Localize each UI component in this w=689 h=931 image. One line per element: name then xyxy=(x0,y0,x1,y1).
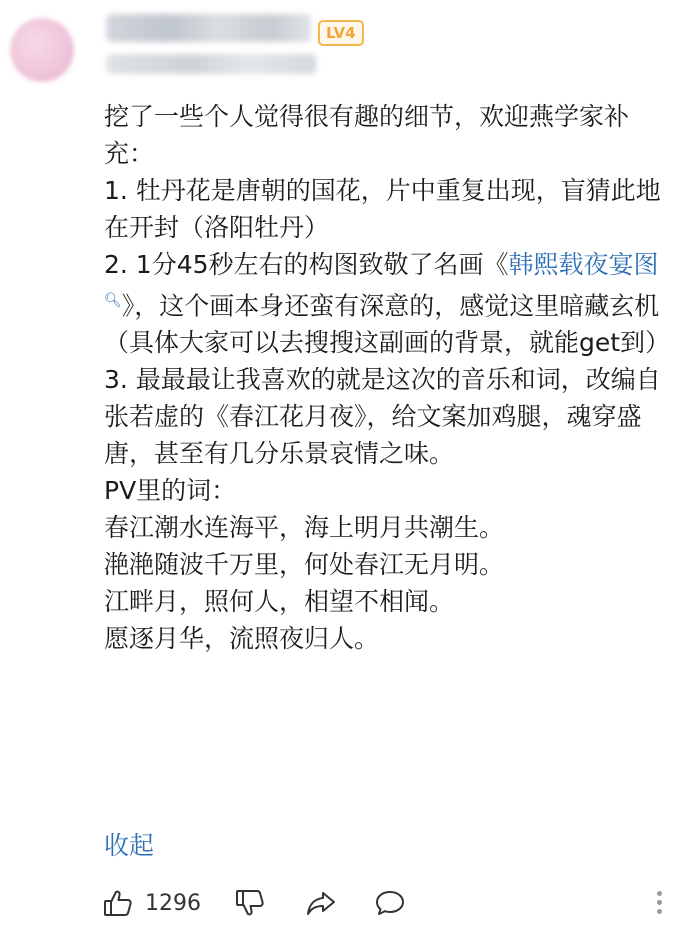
comment-header xyxy=(0,0,689,90)
share-arrow-icon xyxy=(305,888,337,918)
comment-body xyxy=(104,98,671,657)
action-bar xyxy=(0,880,689,926)
detail-item-3: 3. 最最最让我喜欢的就是这次的音乐和词，改编自张若虚的《春江花月夜》，给文案加鸡腿，魂穿盛唐，甚至有几分乐景哀情之味。 xyxy=(104,365,661,469)
username-blurred[interactable] xyxy=(106,14,311,42)
detail-item-2 xyxy=(104,246,671,361)
like-button[interactable] xyxy=(103,886,201,920)
painting-link-text[interactable]: 韩熙载夜宴图 xyxy=(508,250,659,279)
intro-text: 挖了一些个人觉得很有趣的细节，欢迎燕学家补充： xyxy=(104,102,630,168)
lyric-line: 春江潮水连海平，海上明月共潮生。 xyxy=(104,513,505,543)
detail-item-2-suffix: 》，这个画本身还蛮有深意的，感觉这里暗藏玄机（具体大家可以去搜搜这副画的背景，就能get到） xyxy=(104,291,671,358)
more-options-icon[interactable] xyxy=(652,888,666,920)
detail-item-2-prefix: 2. 1分45秒左右的构图致敬了名画《 xyxy=(104,250,509,279)
detail-item-1: 1. 牡丹花是唐朝的国花，片中重复出现，盲猜此地在开封（洛阳牡丹） xyxy=(104,176,661,242)
lyric-line: 江畔月，照何人，相望不相闻。 xyxy=(104,587,455,617)
collapse-link[interactable]: 收起 xyxy=(104,831,155,860)
comment-button[interactable] xyxy=(374,886,406,920)
search-icon[interactable]: 🔍︎ xyxy=(104,293,122,309)
comment-bubble-icon xyxy=(374,888,406,918)
level-badge: LV4 xyxy=(318,20,364,46)
thumbs-down-icon xyxy=(235,888,265,918)
like-count: 1296 xyxy=(145,890,201,916)
thumbs-up-icon xyxy=(103,888,133,918)
post-meta-blurred xyxy=(106,54,316,74)
lyric-line: 滟滟随波千万里，何处春江无月明。 xyxy=(104,550,505,580)
lyrics-label: PV里的词： xyxy=(104,476,237,506)
dislike-button[interactable] xyxy=(235,886,265,920)
avatar[interactable] xyxy=(10,18,74,82)
lyric-line: 愿逐月华，流照夜归人。 xyxy=(104,624,380,654)
share-button[interactable] xyxy=(305,886,337,920)
